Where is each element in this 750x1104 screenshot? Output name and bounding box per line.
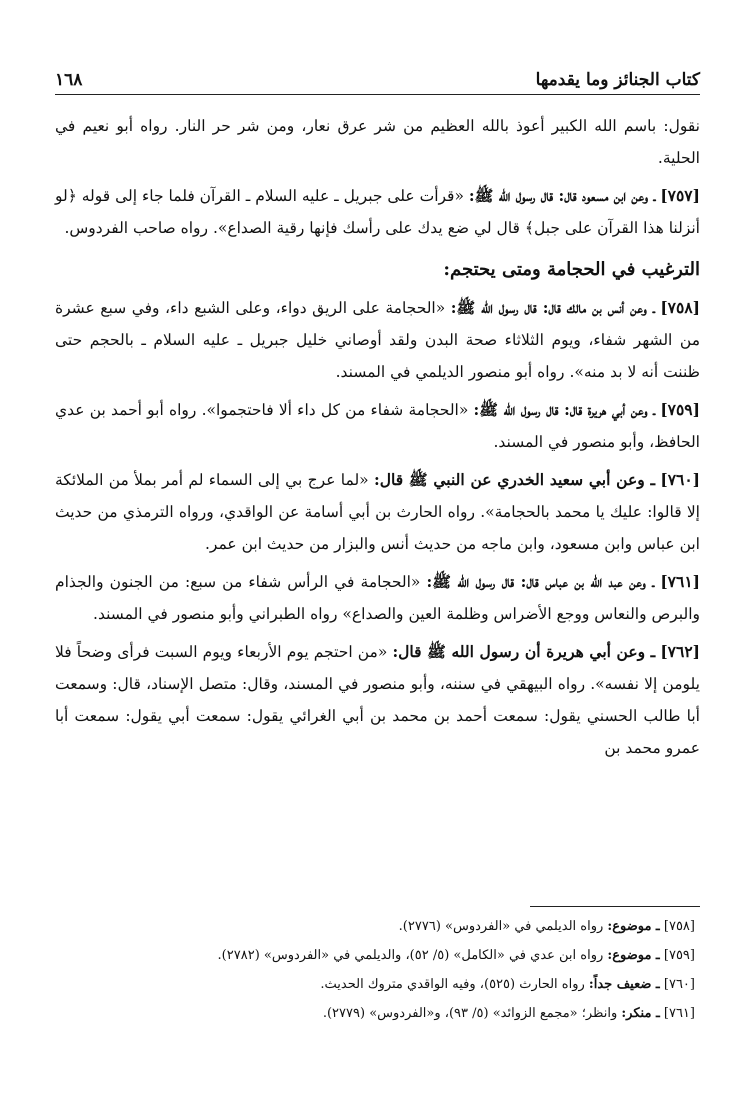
hadith-number: [٧٥٨]	[660, 298, 700, 317]
hadith-number: [٧٦٠]	[660, 470, 701, 489]
hadith-762: [٧٦٢] ـ وعن أبي هريرة أن رسول الله ﷺ قال: «من احتجم يوم الأربعاء ويوم السبت فرأى وضحاً فلا يلومن إلا نفسه». رواه البيهقي في سننه، وأبو منصور في المسند، وقال: متصل الإسناد، قال: وسمعت أبا طالب الحسني يقول: سمعت أحمد بن محمد بن أبي الغرائي يقول: سمعت أبي يقول: سمعت أبا عمرو محمد بن	[55, 642, 700, 757]
page-header	[55, 70, 700, 95]
footnote-divider	[530, 906, 700, 907]
footnote-759: [٧٥٩] ـ موضوع: رواه ابن عدي في «الكامل» (٥/ ٥٢)، والديلمي في «الفردوس» (٢٧٨٢).	[217, 948, 695, 963]
hadith-number: [٧٥٩]	[660, 400, 700, 419]
footnote-761: [٧٦١] ـ منكر: وانظر؛ «مجمع الزوائد» (٥/ ٩٣)، و«الفردوس» (٢٧٧٩).	[322, 1006, 695, 1021]
hadith-760: [٧٦٠] ـ وعن أبي سعيد الخدري عن النبي ﷺ قال: «لما عرج بي إلى السماء لم أمر بملأ من الملائكة إلا قالوا: عليك يا محمد بالحجامة». رواه الحارث بن أبي أسامة عن الواقدي، ورواه الترمذي من حديث ابن عباس وابن مسعود، وابن ماجه من حديث أنس والبزار من حديث ابن عمر.	[55, 470, 701, 553]
chapter-title: كتاب الجنائز وما يقدمها	[530, 70, 700, 90]
footnote-760: [٧٦٠] ـ ضعيف جداً: رواه الحارث (٥٢٥)، وفيه الواقدي متروك الحديث.	[320, 977, 695, 992]
hadith-number: [٧٦٢]	[660, 642, 700, 661]
hadith-number: [٧٦١]	[660, 572, 700, 591]
hadith-759: [٧٥٩] ـ وعن أبي هريرة قال: قال رسول الله ﷺ: «الحجامة شفاء من كل داء ألا فاحتجموا». رواه أبو أحمد بن عدي الحافظ، وأبو منصور في المسند.	[55, 400, 700, 451]
hadith-761: [٧٦١] ـ وعن عبد الله بن عباس قال: قال رسول الله ﷺ: «الحجامة في الرأس شفاء من سبع: من الجنون والجذام والبرص والنعاس ووجع الأضراس وظلمة العين والصداع» رواه الطبراني وأبو منصور في المسند.	[55, 572, 700, 623]
hadith-757: [٧٥٧] ـ وعن ابن مسعود قال: قال رسول الله ﷺ: «قرأت على جبريل ـ عليه السلام ـ القرآن فلما جاء إلى قوله ﴿لو أنزلنا هذا القرآن على جبل﴾ قال لي ضع يدك على رأسك فإنها رقية الصداع». رواه صاحب الفردوس.	[55, 186, 700, 237]
page-number: ١٦٨	[55, 70, 88, 90]
section-heading: الترغيب في الحجامة ومتى يحتجم:	[443, 259, 700, 280]
footnote-758: [٧٥٨] ـ موضوع: رواه الديلمي في «الفردوس» (٢٧٧٦).	[398, 919, 695, 934]
hadith-758: [٧٥٨] ـ وعن أنس بن مالك قال: قال رسول الله ﷺ: «الحجامة على الريق دواء، وعلى الشبع داء، وفي سبع عشرة من الشهر شفاء، ويوم الثلاثاء صحة البدن ولقد أوصاني خليل جبريل ـ عليه السلام ـ بالحجم حتى ظننت أنه لا بد منه». رواه أبو منصور الديلمي في المسند.	[55, 298, 700, 381]
paragraph-continuation: نقول: باسم الله الكبير أعوذ بالله العظيم من شر عرق نعار، ومن شر حر النار. رواه أبو نعيم في الحلية.	[55, 117, 700, 167]
hadith-number: [٧٥٧]	[660, 186, 700, 205]
footnotes	[55, 912, 695, 1028]
main-text	[55, 110, 700, 770]
